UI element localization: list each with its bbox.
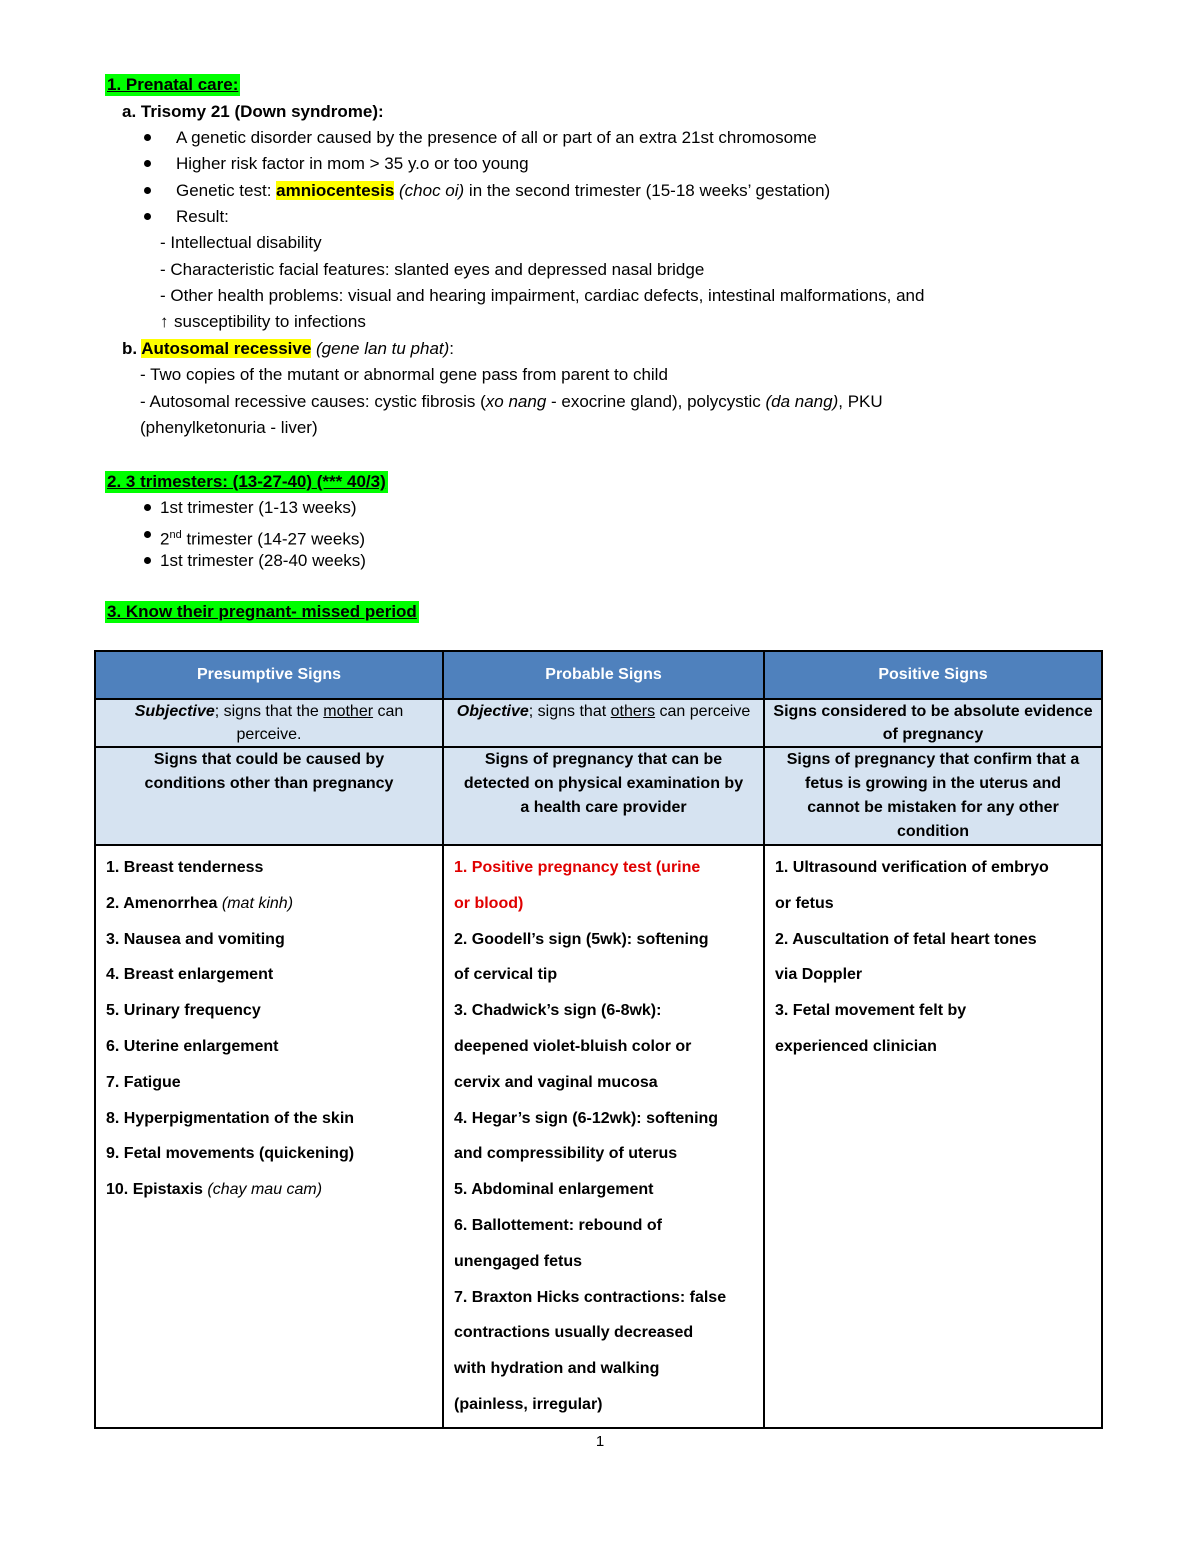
t2-sup: nd — [169, 529, 182, 541]
list-item: 3. Chadwick’s sign (6-8wk): — [454, 1002, 662, 1020]
list-item: 3. Nausea and vomiting — [106, 930, 285, 948]
item-text: 2. Amenorrhea — [106, 894, 222, 912]
table-subheader-row — [95, 699, 1102, 747]
list-item: 1. Ultrasound verification of embryo — [775, 859, 1049, 876]
bullet-icon — [144, 213, 151, 220]
list-item: 9. Fetal movements (quickening) — [106, 1145, 355, 1163]
sub-c1-it: Subjective — [134, 703, 215, 720]
sub-c1-ul: mother — [323, 703, 374, 720]
amniocentesis-highlight: amniocentesis — [276, 181, 395, 200]
list-item: 4. Hegar’s sign (6-12wk): softening — [454, 1109, 719, 1127]
t2-pre: 2 — [160, 529, 170, 549]
bullet-icon — [144, 531, 151, 538]
autosomal-causes-line — [140, 390, 883, 414]
presumptive-list — [95, 845, 443, 1428]
sub-c2-a: ; signs that — [528, 703, 611, 720]
desc-presumptive: Signs that could be caused by conditions other than pregnancy — [95, 747, 443, 845]
list-item: and compressibility of uterus — [454, 1145, 678, 1163]
list-item: 3. Fetal movement felt by — [775, 1002, 967, 1020]
sub-c1-b: can perceive. — [236, 703, 404, 743]
causes-a: - Autosomal recessive causes: cystic fibrosis ( — [140, 392, 486, 411]
autosomal-title — [122, 337, 454, 361]
trimester-item — [160, 523, 365, 552]
header-probable: Probable Signs — [443, 651, 764, 699]
bullet-icon — [144, 504, 151, 511]
section1-heading: 1. Prenatal care: — [107, 75, 239, 94]
sub-probable — [443, 699, 764, 747]
trimester-item: 1st trimester (1-13 weeks) — [160, 498, 357, 517]
list-item — [106, 1172, 432, 1208]
b-suffix: : — [449, 339, 455, 358]
up-arrow-icon: ↑ — [160, 312, 169, 331]
item-italic: (mat kinh) — [221, 894, 294, 912]
result-last: susceptibility to infections — [174, 312, 366, 331]
page-number: 1 — [595, 1433, 605, 1450]
section3-heading: 3. Know their pregnant- missed period — [107, 602, 417, 621]
list-item: deepened violet-bluish color or — [454, 1037, 692, 1055]
list-item: cervix and vaginal mucosa — [454, 1073, 658, 1091]
genetic-prefix: Genetic test: — [176, 181, 277, 200]
list-item: via Doppler — [775, 966, 863, 984]
trimester-item: 1st trimester (28-40 weeks) — [160, 551, 366, 570]
desc-positive: Signs of pregnancy that confirm that a fetus is growing in the uterus and cannot be mistaken for any other condition — [764, 747, 1102, 845]
genetic-test-line — [176, 179, 830, 203]
genetic-italic: (choc oi) — [394, 181, 465, 200]
list-item: 8. Hyperpigmentation of the skin — [106, 1109, 355, 1127]
result-label: Result: — [176, 207, 229, 226]
list-item: 1. Breast tenderness — [106, 859, 264, 876]
list-item: 2. Goodell’s sign (5wk): softening — [454, 930, 709, 948]
causes-e: , PKU — [838, 392, 883, 411]
desc-probable: Signs of pregnancy that can be detected on physical examination by a health care provider — [443, 747, 764, 845]
sub-c1-a: ; signs that the — [214, 703, 324, 720]
list-item: with hydration and walking — [454, 1360, 660, 1378]
bullet-text: Higher risk factor in mom > 35 y.o or too young — [176, 154, 529, 173]
list-item: contractions usually decreased — [454, 1324, 694, 1342]
list-item: 5. Abdominal enlargement — [454, 1181, 654, 1199]
positive-list — [764, 845, 1102, 1428]
result-line: - Intellectual disability — [160, 233, 322, 252]
sub-c2-it: Objective — [456, 703, 529, 720]
header-positive: Positive Signs — [764, 651, 1102, 699]
list-item: 4. Breast enlargement — [106, 966, 274, 984]
sub-presumptive — [95, 699, 443, 747]
sub-c2-ul: others — [610, 703, 656, 720]
list-item: 7. Fatigue — [106, 1073, 181, 1091]
trisomy-title: a. Trisomy 21 (Down syndrome): — [122, 102, 384, 121]
b-italic: (gene lan tu phat) — [311, 339, 450, 358]
bullet-icon — [144, 187, 151, 194]
list-item: 1. Positive pregnancy test (urine — [454, 859, 701, 876]
list-item — [106, 886, 432, 922]
list-item: experienced clinician — [775, 1037, 937, 1055]
list-item: 2. Auscultation of fetal heart tones — [775, 930, 1037, 948]
bullet-icon — [144, 557, 151, 564]
result-line: - Other health problems: visual and hearing impairment, cardiac defects, intestinal malformations, and — [160, 286, 925, 305]
result-line: - Characteristic facial features: slanted eyes and depressed nasal bridge — [160, 260, 705, 279]
result-last-line — [160, 310, 366, 334]
causes-d: (da nang) — [765, 392, 839, 411]
list-item: 5. Urinary frequency — [106, 1002, 261, 1020]
list-item: of cervical tip — [454, 966, 558, 984]
autosomal-line: - Two copies of the mutant or abnormal gene pass from parent to child — [140, 365, 668, 384]
bullet-text: A genetic disorder caused by the presence of all or part of an extra 21st chromosome — [176, 128, 817, 147]
bullet-icon — [144, 160, 151, 167]
list-item: or fetus — [775, 894, 834, 912]
list-item: 6. Ballottement: rebound of — [454, 1216, 662, 1234]
list-item: or blood) — [454, 894, 524, 912]
bullet-icon — [144, 134, 151, 141]
causes-c: - exocrine gland), polycystic — [546, 392, 766, 411]
list-item: unengaged fetus — [454, 1252, 583, 1270]
pregnancy-signs-table — [94, 650, 1103, 1429]
list-item: (painless, irregular) — [454, 1395, 603, 1413]
autosomal-highlight: Autosomal recessive — [141, 339, 312, 358]
list-item: 6. Uterine enlargement — [106, 1037, 279, 1055]
sub-c2-b: can perceive — [655, 703, 751, 720]
b-prefix: b. — [122, 339, 142, 358]
header-presumptive: Presumptive Signs — [95, 651, 443, 699]
item-text: 10. Epistaxis — [106, 1181, 208, 1199]
causes-b: xo nang — [485, 392, 547, 411]
t2-post: trimester (14-27 weeks) — [181, 529, 365, 549]
genetic-suffix: in the second trimester (15-18 weeks’ gestation) — [464, 181, 831, 200]
list-item: 7. Braxton Hicks contractions: false — [454, 1288, 727, 1306]
autosomal-line: (phenylketonuria - liver) — [140, 418, 318, 437]
table-list-row — [95, 845, 1102, 1428]
probable-list — [443, 845, 764, 1428]
table-description-row — [95, 747, 1102, 845]
table-header-row — [95, 651, 1102, 699]
section2-heading: 2. 3 trimesters: (13-27-40) (*** 40/3) — [107, 472, 386, 491]
sub-positive: Signs considered to be absolute evidence of pregnancy — [764, 699, 1102, 747]
item-italic: (chay mau cam) — [207, 1181, 323, 1199]
